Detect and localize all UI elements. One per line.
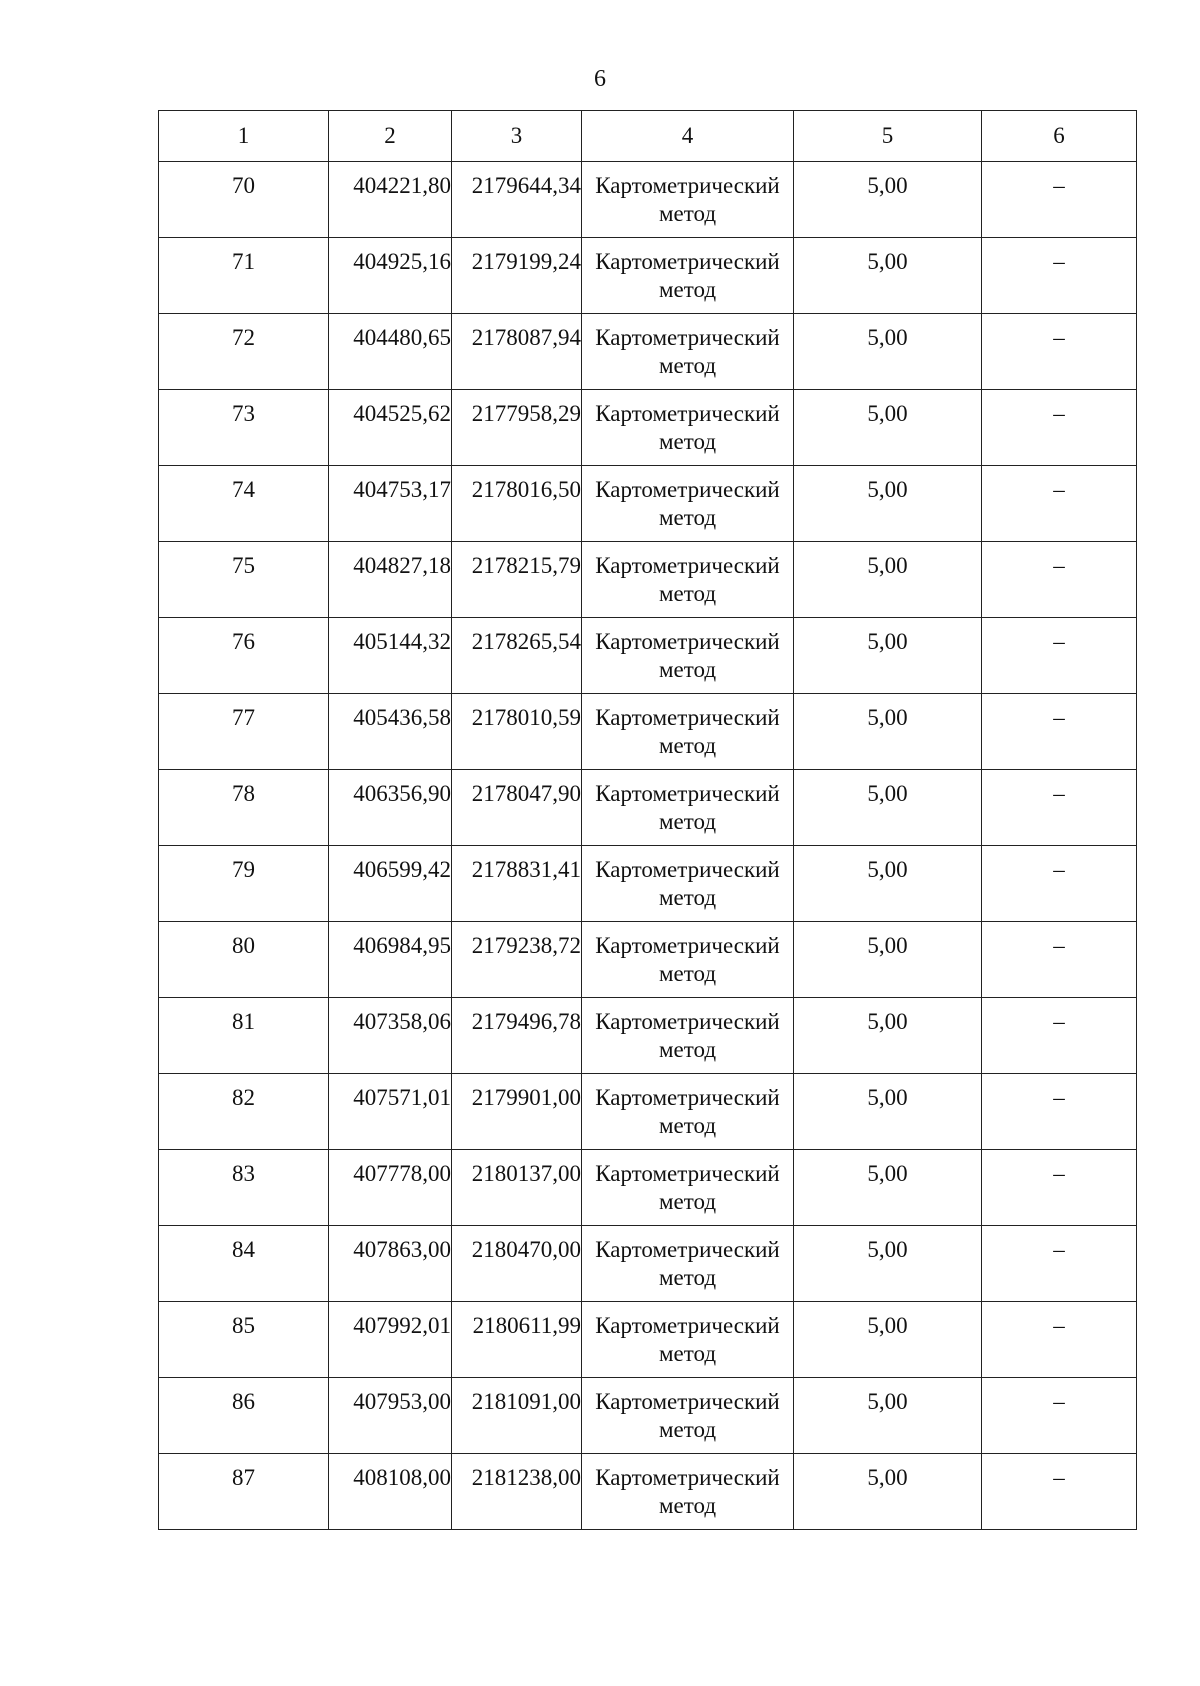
header-cell-6: 6	[982, 111, 1137, 162]
method-line-1: Картометрический	[595, 477, 780, 502]
coordinate-y: 2178010,59	[452, 694, 582, 770]
method-cell	[582, 1378, 794, 1454]
point-number: 82	[159, 1074, 329, 1150]
method-line-1: Картометрический	[595, 325, 780, 350]
table-row	[159, 998, 1137, 1074]
method-line-1: Картометрический	[595, 553, 780, 578]
coordinate-x: 407992,01	[329, 1302, 452, 1378]
coordinate-x: 407953,00	[329, 1378, 452, 1454]
coordinate-y: 2178016,50	[452, 466, 582, 542]
method-line-2: метод	[658, 1417, 717, 1442]
table-row	[159, 542, 1137, 618]
header-cell-5: 5	[794, 111, 982, 162]
accuracy-value: 5,00	[794, 314, 982, 390]
method-cell	[582, 1226, 794, 1302]
table-row	[159, 1302, 1137, 1378]
point-number: 87	[159, 1454, 329, 1530]
method-cell	[582, 770, 794, 846]
coordinate-y: 2179644,34	[452, 162, 582, 238]
method-line-2: метод	[658, 885, 717, 910]
method-line-2: метод	[658, 353, 717, 378]
method-line-2: метод	[658, 961, 717, 986]
method-line-1: Картометрический	[595, 857, 780, 882]
accuracy-value: 5,00	[794, 1226, 982, 1302]
coordinate-x: 404221,80	[329, 162, 452, 238]
table-row	[159, 846, 1137, 922]
note-value: –	[982, 1454, 1137, 1530]
coordinate-x: 404925,16	[329, 238, 452, 314]
coordinate-x: 406599,42	[329, 846, 452, 922]
method-line-1: Картометрический	[595, 1161, 780, 1186]
table-row	[159, 466, 1137, 542]
coordinate-y: 2180470,00	[452, 1226, 582, 1302]
coordinate-y: 2180611,99	[452, 1302, 582, 1378]
header-cell-2: 2	[329, 111, 452, 162]
accuracy-value: 5,00	[794, 1302, 982, 1378]
method-cell	[582, 998, 794, 1074]
table-row	[159, 770, 1137, 846]
method-line-1: Картометрический	[595, 705, 780, 730]
coordinate-x: 408108,00	[329, 1454, 452, 1530]
coordinate-y: 2178831,41	[452, 846, 582, 922]
method-line-1: Картометрический	[595, 781, 780, 806]
method-line-1: Картометрический	[595, 933, 780, 958]
coordinates-table	[158, 110, 1137, 1530]
note-value: –	[982, 846, 1137, 922]
coordinate-x: 404753,17	[329, 466, 452, 542]
method-cell	[582, 314, 794, 390]
accuracy-value: 5,00	[794, 846, 982, 922]
coordinate-x: 407863,00	[329, 1226, 452, 1302]
note-value: –	[982, 1302, 1137, 1378]
method-cell	[582, 1302, 794, 1378]
note-value: –	[982, 1150, 1137, 1226]
method-line-2: метод	[658, 809, 717, 834]
point-number: 80	[159, 922, 329, 998]
table-row	[159, 1226, 1137, 1302]
note-value: –	[982, 390, 1137, 466]
coordinate-x: 407778,00	[329, 1150, 452, 1226]
coordinate-y: 2181091,00	[452, 1378, 582, 1454]
accuracy-value: 5,00	[794, 238, 982, 314]
coordinate-x: 407571,01	[329, 1074, 452, 1150]
coordinate-x: 406984,95	[329, 922, 452, 998]
coordinate-y: 2179496,78	[452, 998, 582, 1074]
accuracy-value: 5,00	[794, 922, 982, 998]
method-line-2: метод	[658, 505, 717, 530]
note-value: –	[982, 618, 1137, 694]
note-value: –	[982, 998, 1137, 1074]
note-value: –	[982, 314, 1137, 390]
coordinate-y: 2177958,29	[452, 390, 582, 466]
method-line-1: Картометрический	[595, 173, 780, 198]
coordinate-x: 406356,90	[329, 770, 452, 846]
method-cell	[582, 694, 794, 770]
method-cell	[582, 1454, 794, 1530]
table-header-row	[159, 111, 1137, 162]
accuracy-value: 5,00	[794, 1454, 982, 1530]
accuracy-value: 5,00	[794, 1378, 982, 1454]
coordinate-y: 2178215,79	[452, 542, 582, 618]
point-number: 76	[159, 618, 329, 694]
note-value: –	[982, 770, 1137, 846]
accuracy-value: 5,00	[794, 1150, 982, 1226]
note-value: –	[982, 1074, 1137, 1150]
note-value: –	[982, 466, 1137, 542]
note-value: –	[982, 542, 1137, 618]
table-row	[159, 1074, 1137, 1150]
table-row	[159, 162, 1137, 238]
method-cell	[582, 846, 794, 922]
table-row	[159, 238, 1137, 314]
method-line-1: Картометрический	[595, 249, 780, 274]
method-line-2: метод	[658, 1493, 717, 1518]
point-number: 75	[159, 542, 329, 618]
note-value: –	[982, 1378, 1137, 1454]
method-line-1: Картометрический	[595, 1009, 780, 1034]
coordinate-x: 407358,06	[329, 998, 452, 1074]
accuracy-value: 5,00	[794, 162, 982, 238]
method-line-1: Картометрический	[595, 1389, 780, 1414]
point-number: 84	[159, 1226, 329, 1302]
note-value: –	[982, 922, 1137, 998]
point-number: 74	[159, 466, 329, 542]
method-cell	[582, 390, 794, 466]
header-cell-4: 4	[582, 111, 794, 162]
method-line-2: метод	[658, 429, 717, 454]
accuracy-value: 5,00	[794, 542, 982, 618]
note-value: –	[982, 694, 1137, 770]
coordinate-x: 405144,32	[329, 618, 452, 694]
method-cell	[582, 618, 794, 694]
coordinate-y: 2179901,00	[452, 1074, 582, 1150]
point-number: 77	[159, 694, 329, 770]
coordinate-x: 404525,62	[329, 390, 452, 466]
table-row	[159, 694, 1137, 770]
table-row	[159, 1454, 1137, 1530]
method-line-1: Картометрический	[595, 1085, 780, 1110]
method-line-1: Картометрический	[595, 1313, 780, 1338]
method-line-2: метод	[658, 1037, 717, 1062]
method-cell	[582, 922, 794, 998]
method-line-2: метод	[658, 201, 717, 226]
method-cell	[582, 1074, 794, 1150]
table-row	[159, 618, 1137, 694]
point-number: 73	[159, 390, 329, 466]
coordinate-x: 404480,65	[329, 314, 452, 390]
table-row	[159, 922, 1137, 998]
accuracy-value: 5,00	[794, 466, 982, 542]
header-cell-1: 1	[159, 111, 329, 162]
method-line-2: метод	[658, 1265, 717, 1290]
coordinate-y: 2179238,72	[452, 922, 582, 998]
accuracy-value: 5,00	[794, 618, 982, 694]
accuracy-value: 5,00	[794, 694, 982, 770]
point-number: 81	[159, 998, 329, 1074]
point-number: 79	[159, 846, 329, 922]
point-number: 71	[159, 238, 329, 314]
header-cell-3: 3	[452, 111, 582, 162]
point-number: 86	[159, 1378, 329, 1454]
method-line-2: метод	[658, 657, 717, 682]
coordinate-y: 2178047,90	[452, 770, 582, 846]
method-cell	[582, 238, 794, 314]
method-line-1: Картометрический	[595, 401, 780, 426]
method-line-1: Картометрический	[595, 629, 780, 654]
accuracy-value: 5,00	[794, 998, 982, 1074]
coordinate-x: 405436,58	[329, 694, 452, 770]
table-row	[159, 390, 1137, 466]
method-line-1: Картометрический	[595, 1465, 780, 1490]
accuracy-value: 5,00	[794, 770, 982, 846]
coordinate-y: 2178265,54	[452, 618, 582, 694]
note-value: –	[982, 162, 1137, 238]
coordinate-x: 404827,18	[329, 542, 452, 618]
coordinate-y: 2179199,24	[452, 238, 582, 314]
coordinate-y: 2178087,94	[452, 314, 582, 390]
table-row	[159, 1378, 1137, 1454]
table-body	[159, 162, 1137, 1530]
method-line-2: метод	[658, 1113, 717, 1138]
table-row	[159, 1150, 1137, 1226]
accuracy-value: 5,00	[794, 390, 982, 466]
coordinate-y: 2181238,00	[452, 1454, 582, 1530]
coordinate-y: 2180137,00	[452, 1150, 582, 1226]
note-value: –	[982, 238, 1137, 314]
method-line-1: Картометрический	[595, 1237, 780, 1262]
note-value: –	[982, 1226, 1137, 1302]
point-number: 72	[159, 314, 329, 390]
point-number: 70	[159, 162, 329, 238]
method-line-2: метод	[658, 1341, 717, 1366]
method-line-2: метод	[658, 733, 717, 758]
table-row	[159, 314, 1137, 390]
method-cell	[582, 466, 794, 542]
point-number: 78	[159, 770, 329, 846]
method-line-2: метод	[658, 581, 717, 606]
accuracy-value: 5,00	[794, 1074, 982, 1150]
method-cell	[582, 1150, 794, 1226]
method-line-2: метод	[658, 1189, 717, 1214]
method-line-2: метод	[658, 277, 717, 302]
method-cell	[582, 542, 794, 618]
method-cell	[582, 162, 794, 238]
page-number: 6	[594, 66, 606, 92]
point-number: 85	[159, 1302, 329, 1378]
point-number: 83	[159, 1150, 329, 1226]
